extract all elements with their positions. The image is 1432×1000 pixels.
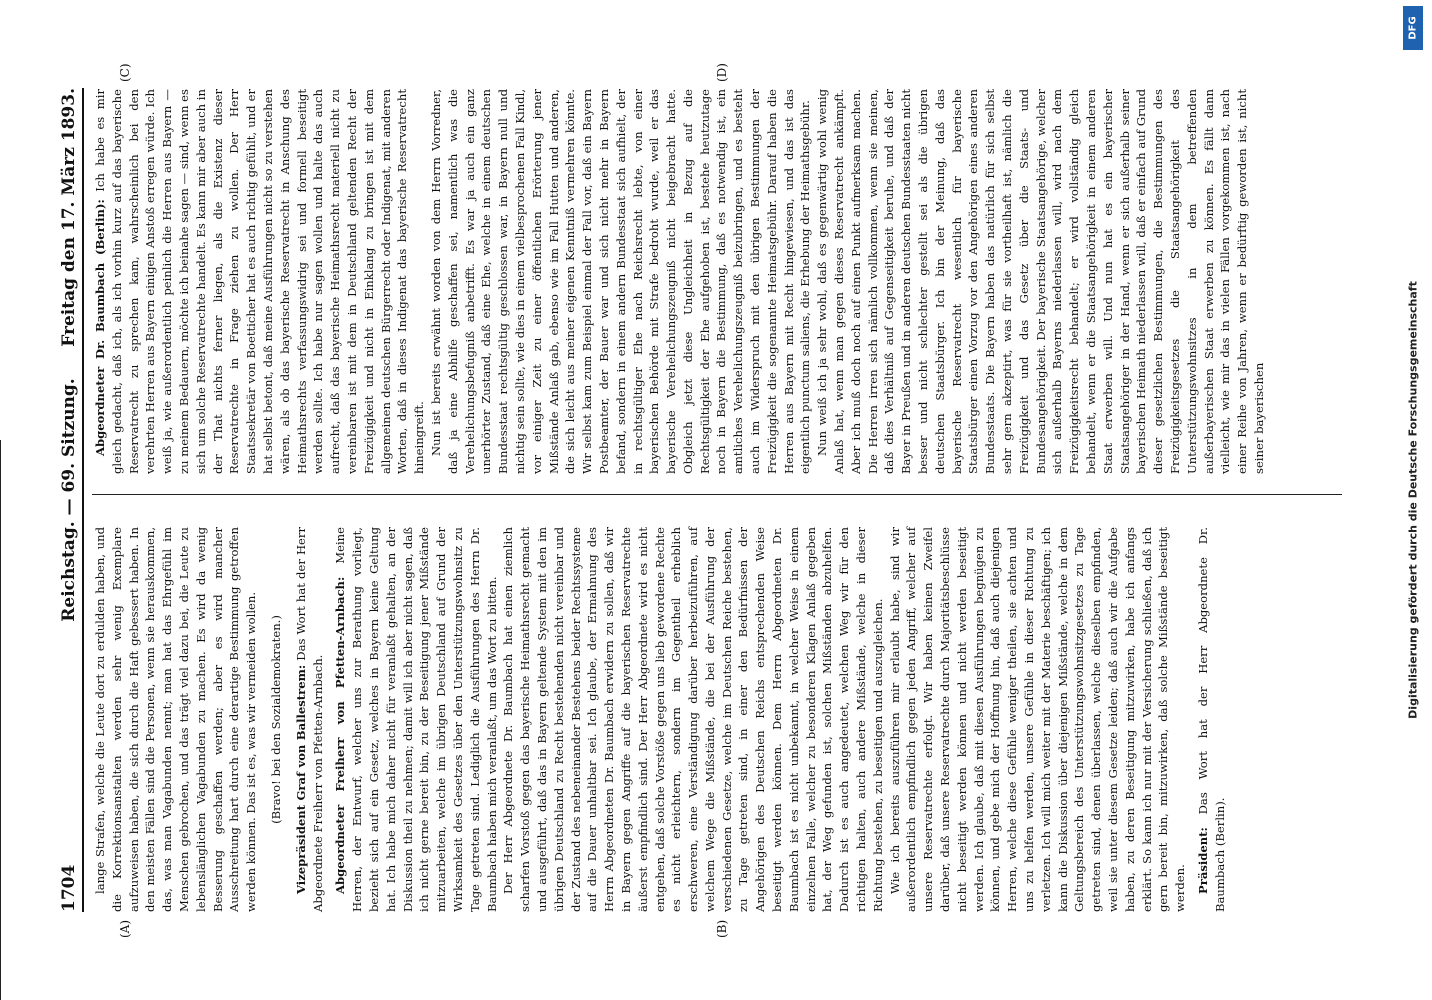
top-edge-line [0, 440, 1, 1000]
paragraph-text: Das Wort hat der Herr Abgeordnete Freiherr von Pfetten-Arnbach. [293, 526, 325, 912]
paragraph [293, 527, 327, 912]
column-divider [92, 494, 1342, 495]
funding-notice: Digitalisierung gefördert durch die Deutsche Forschungsgemeinschaft [1406, 281, 1420, 719]
speaker-name: Abgeordneter Freiherr von Pfetten-Arnbach: [333, 576, 348, 894]
paragraph: lange Strafen, welche die Leute dort zu erdulden haben, und die Korrektionsanstalten werden sehr wenig Exemplare aufzuweisen haben, die sich durch die Haft gebessert haben. In den meisten Fällen sind die Personen, wenn sie herauskommen, das, was man Vagabunden nennt; man hat das Ehrgefühl im Menschen gebrochen, und das trägt viel dazu bei, die Leute zu lebenslänglichen Vagabunden zu machen. Es wird da wenig Besserung geschaffen werden; aber es wird mancher Ausschreitung hart durch eine derartige Bestimmung getroffen werden können. Das ist es, was wir vermeiden wollen. [93, 527, 259, 912]
speaker-name: Vizepräsident Graf von Ballestrem: [293, 664, 308, 894]
paragraph: Nun ist bereits erwähnt worden von dem Herrn Vorredner, daß ja eine Abhilfe geschaffen sei, namentlich was die Verehelichungsbefugniß anbetrifft. Es war ja auch ein ganz unerhörter Zustand, daß eine Ehe, welche in einem deutschen Bundesstaat rechtsgültig geschlossen war, in Bayern null und nichtig sein sollte, wie dies in einem vielbesprochenen Fall Kindl, vor einiger Zeit zu einer öffentlichen Erörterung jener Mißstände Anlaß gab, ebenso wie im Fall Hutten und anderen, die sich leicht aus meiner eigenen Kenntniß vermehren könnte. Wir selbst kam zum Beispiel einmal der Fall vor, daß ein Bayern Postbeamter, der Bauer war und sich nicht mehr in Bayern befand, sondern in einem andern Bundesstaat sich aufhielt, der in rechtsgültiger Ehe nach Reichsrecht lebte, von einer bayerischen Behörde mit Strafe bedroht wurde, weil er das bayerische Verehelichungszeugniß nicht beigebracht hatte. Obgleich jetzt diese Ungleichheit in Bezug auf die Rechtsgültigkeit der Ehe aufgehoben ist, bestehe heutzutage noch in Bayern die Bestimmung, daß es notwendig ist, ein amtliches Verehelichungszeugniß beizubringen, und es besteht auch im Widerspruch mit den übrigen Bestimmungen der Freizügigkeit die sogenannte Heimatsgebühr. Darauf haben die Herren aus Bayern mit Recht hingewiesen, und das ist das eigentlich punctum saliens, die Erhebung der Heimathsgebühr. [428, 89, 813, 474]
dfg-logo-text: DFG [1407, 16, 1419, 40]
paragraph: Der Herr Abgeordnete Dr. Baumbach hat einen ziemlich scharfen Vorstoß gegen das bayerische Heimathsrecht gemacht und ausgeführt, daß das in Bayern geltende System mit den im übrigen Deutschland zu Recht bestehenden nicht vereinbar und der Zustand des nebeneinander Bestehens beider Rechtssysteme auf die Dauer unhaltbar sei. Ich glaube, der Ermahnung des Herrn Abgeordneten Dr. Baumbach erwidern zu sollen, daß wir in Bayern gegen Angriffe auf die bayerischen Reservatrechte äußerst empfindlich sind. Der Herr Abgeordnete wird es nicht entgehen, daß solche Vorstöße gegen uns lieb gewordene Rechte es nicht erleichtern, sondern im Gegentheil erheblich erschweren, eine Verständigung darüber herbeizuführen, auf welchem Wege die Mißstände, die bei der Ausführung der verschiedenen Gesetze, welche im Deutschen Reiche bestehen, zu Tage getreten sind, in einer den Bedürfnissen der Angehörigen des Deutschen Reichs entsprechenden Weise beseitigt werden können. Dem Herrn Abgeordneten Dr. Baumbach ist es nicht unbekannt, in welcher Weise in einem einzelnen Falle, welcher zu besonderen Klagen Anlaß gegeben hat, der Weg gefunden ist, solchen Mißständen abzuhelfen. Dadurch ist es auch angedeutet, welchen Weg wir für den richtigen halten, auch andere Mißstände, welche in dieser Richtung bestehen, zu beseitigen und auszugleichen. [501, 527, 885, 912]
margin-mark-b: (B) [715, 919, 729, 938]
page-number: 1704 [59, 864, 79, 912]
dfg-logo [1403, 6, 1423, 50]
paragraph [1195, 527, 1229, 912]
paragraph-text: Meine Herren, der Entwurf, welcher uns zur Berathung vorliegt, bezieht sich auf ein Gesetz, welches in Bayern keine Geltung hat. Ich habe mich daher nicht für veranlaßt gehalten, an der Diskussion theil zu nehmen; damit will ich aber nicht sagen, daß ich nicht gerne bereit bin, zu der Beseitigung jener Mißstände mitzuarbeiten, welche im übrigen Deutschland auf Grund der Wirksamkeit des Gesetzes über den Unterstützungswohnsitz zu Tage getreten sind. Lediglich die Ausführungen des Herrn Dr. Baumbach haben mich veranlaßt, um das Wort zu bitten. [333, 526, 499, 912]
right-column [92, 89, 1342, 474]
paragraph-text: Das Wort hat der Herr Abgeordnete Dr. Baumbach (Berlin). [1196, 527, 1227, 912]
left-column [92, 527, 1342, 912]
paragraph: Wie ich bereits auszuführen mir erlaubt habe, sind wir außerordentlich empfindlich gegen jeden Angriff, welcher auf unsere Reservatrechte erfolgt. Wir haben keinen Zweifel darüber, daß unsere Reservatrechte durch Majoritätsbeschlüsse nicht beseitigt werden können und nicht werden beseitigt werden. Ich glaube, daß mit diesen Ausführungen begnügen zu können, und gebe mich der Hoffnung hin, daß auch diejenigen Herren, welche diese Gefühle weniger theilen, sie achten und uns zu helfen werden, unsere Gefühle in dieser Richtung zu verletzen. Ich will mich weiter mit der Materie beschäftigen; ich kann die Diskussion über diejenigen Mißstände, welche in dem Geltungsbereich des Unterstützungswohnsitzgesetzes zu Tage getreten sind, denen überlassen, welche dieselben empfinden, weil sie unter diesem Gesetze leiden; daß auch wir die Aufgabe haben, zu deren Beseitigung mitzuwirken, habe ich anfangs erklärt. So kann ich nur mit der Versicherung schließen, daß ich gern bereit bin, mitzuwirken, daß solche Mißstände beseitigt werden. [887, 527, 1188, 912]
paragraph [332, 527, 500, 912]
speaker-name: Abgeordneter Dr. Baumbach (Berlin): [93, 199, 107, 456]
paragraph: Nun weiß ich ja sehr wohl, daß es gegenwärtig wohl wenig Anlaß hat, wenn man gegen dieses Reservatrecht ankämpft. Aber ich muß doch noch auf einen Punkt aufmerksam machen. Die Herren irren sich nämlich vollkommen, wenn sie meinen, daß dies Verhältniß auf Gegenseitigkeit beruhe, und daß der Bayer in Preußen und in anderen deutschen Bundesstaaten nicht besser und nicht schlechter gestellt sei als die übrigen deutschen Staatsbürger. Ich bin der Meinung, daß das bayerische Reservatrecht wesentlich für bayerische Staatsbürger einen Vorzug vor den Angehörigen eines anderen Bundesstaats. Die Bayern haben das natürlich für sich selbst sehr gern akzeptirt, was für sie vortheilhaft ist, nämlich die Freizügigkeit und das Gesetz über die Staats- und Bundesangehörigkeit. Der bayerische Staatsangehörige, welcher sich außerhalb Bayerns niederlassen will, wird nach dem Freizügigkeitsrecht behandelt; er wird vollständig gleich behandelt, wenn er die Staatsangehörigkeit in einem anderen Staat erwerben will. Und nun hat es ein bayerischer Staatsangehöriger in der Hand, wenn er sich außerhalb seiner bayerischen Heimath niederlassen will, daß er einfach auf Grund dieser gesetzlichen Bestimmungen, die Bestimmungen des Freizügigkeitsgesetzes die Staatsangehörigkeit des Unterstützungswohnsitzes in dem betreffenden außerbayerischen Staat erwerben zu können. Es fällt dann vielleicht, wie mir das in vielen Fällen vorgekommen ist, nach einer Reihe von Jahren, wenn er bedürftig geworden ist, nicht seiner bayerischen [815, 89, 1266, 474]
speaker-name: Präsident: [1196, 827, 1210, 894]
paragraph-text: Ich habe es mir gleich gedacht, daß ich, als ich vorhin kurz auf das bayerische Reservatrecht zu sprechen kam, wahrscheinlich bei den verehrten Herren aus Bayern einigen Anstoß erregen würde. Ich weiß ja, wie außerordentlich peinlich die Herren aus Bayern — zu meinem Bedauern, möchte ich beinahe sagen — sind, wenn es sich um solche Reservatrechte handelt. Es kann mir aber auch in der That nichts ferner liegen, als die Existenz dieser Reservatrechte in Frage ziehen zu wollen. Der Herr Staatssekretär von Boetticher hat es auch richtig gefühlt, und er hat selbst betont, daß meine Ausführungen nicht so zu verstehen wären, als ob das bayerische Reservatrecht in Anschung des Heimathsrechts verfassungswidrig sei und formell beseitigt werden sollte. Ich habe nur sagen wollen und halte das auch aufrecht, daß das bayerische Heimathsrecht materiell nicht zu vereinbaren ist mit dem in Deutschland geltenden Recht der Freizügigkeit und nicht in Einklang zu bringen ist mit dem allgemeinen deutschen Bürgerrecht oder Indigenat, mit anderen Worten, daß in dieses Indigenat das bayerische Reservatrecht hineingreift. [93, 89, 427, 474]
page-header [52, 88, 84, 912]
margin-mark-c: (C) [118, 63, 132, 82]
applause-note: (Bravo! bei den Sozialdemokraten.) [268, 615, 283, 824]
margin-mark-a: (A) [118, 919, 132, 938]
margin-mark-d: (D) [715, 63, 729, 82]
session-date: Freitag den 17. März 1893. [59, 88, 79, 347]
running-title: Reichstag. — 69. Sitzung. [59, 378, 79, 622]
digitization-sidebar [1400, 0, 1426, 1000]
paragraph [92, 89, 428, 474]
